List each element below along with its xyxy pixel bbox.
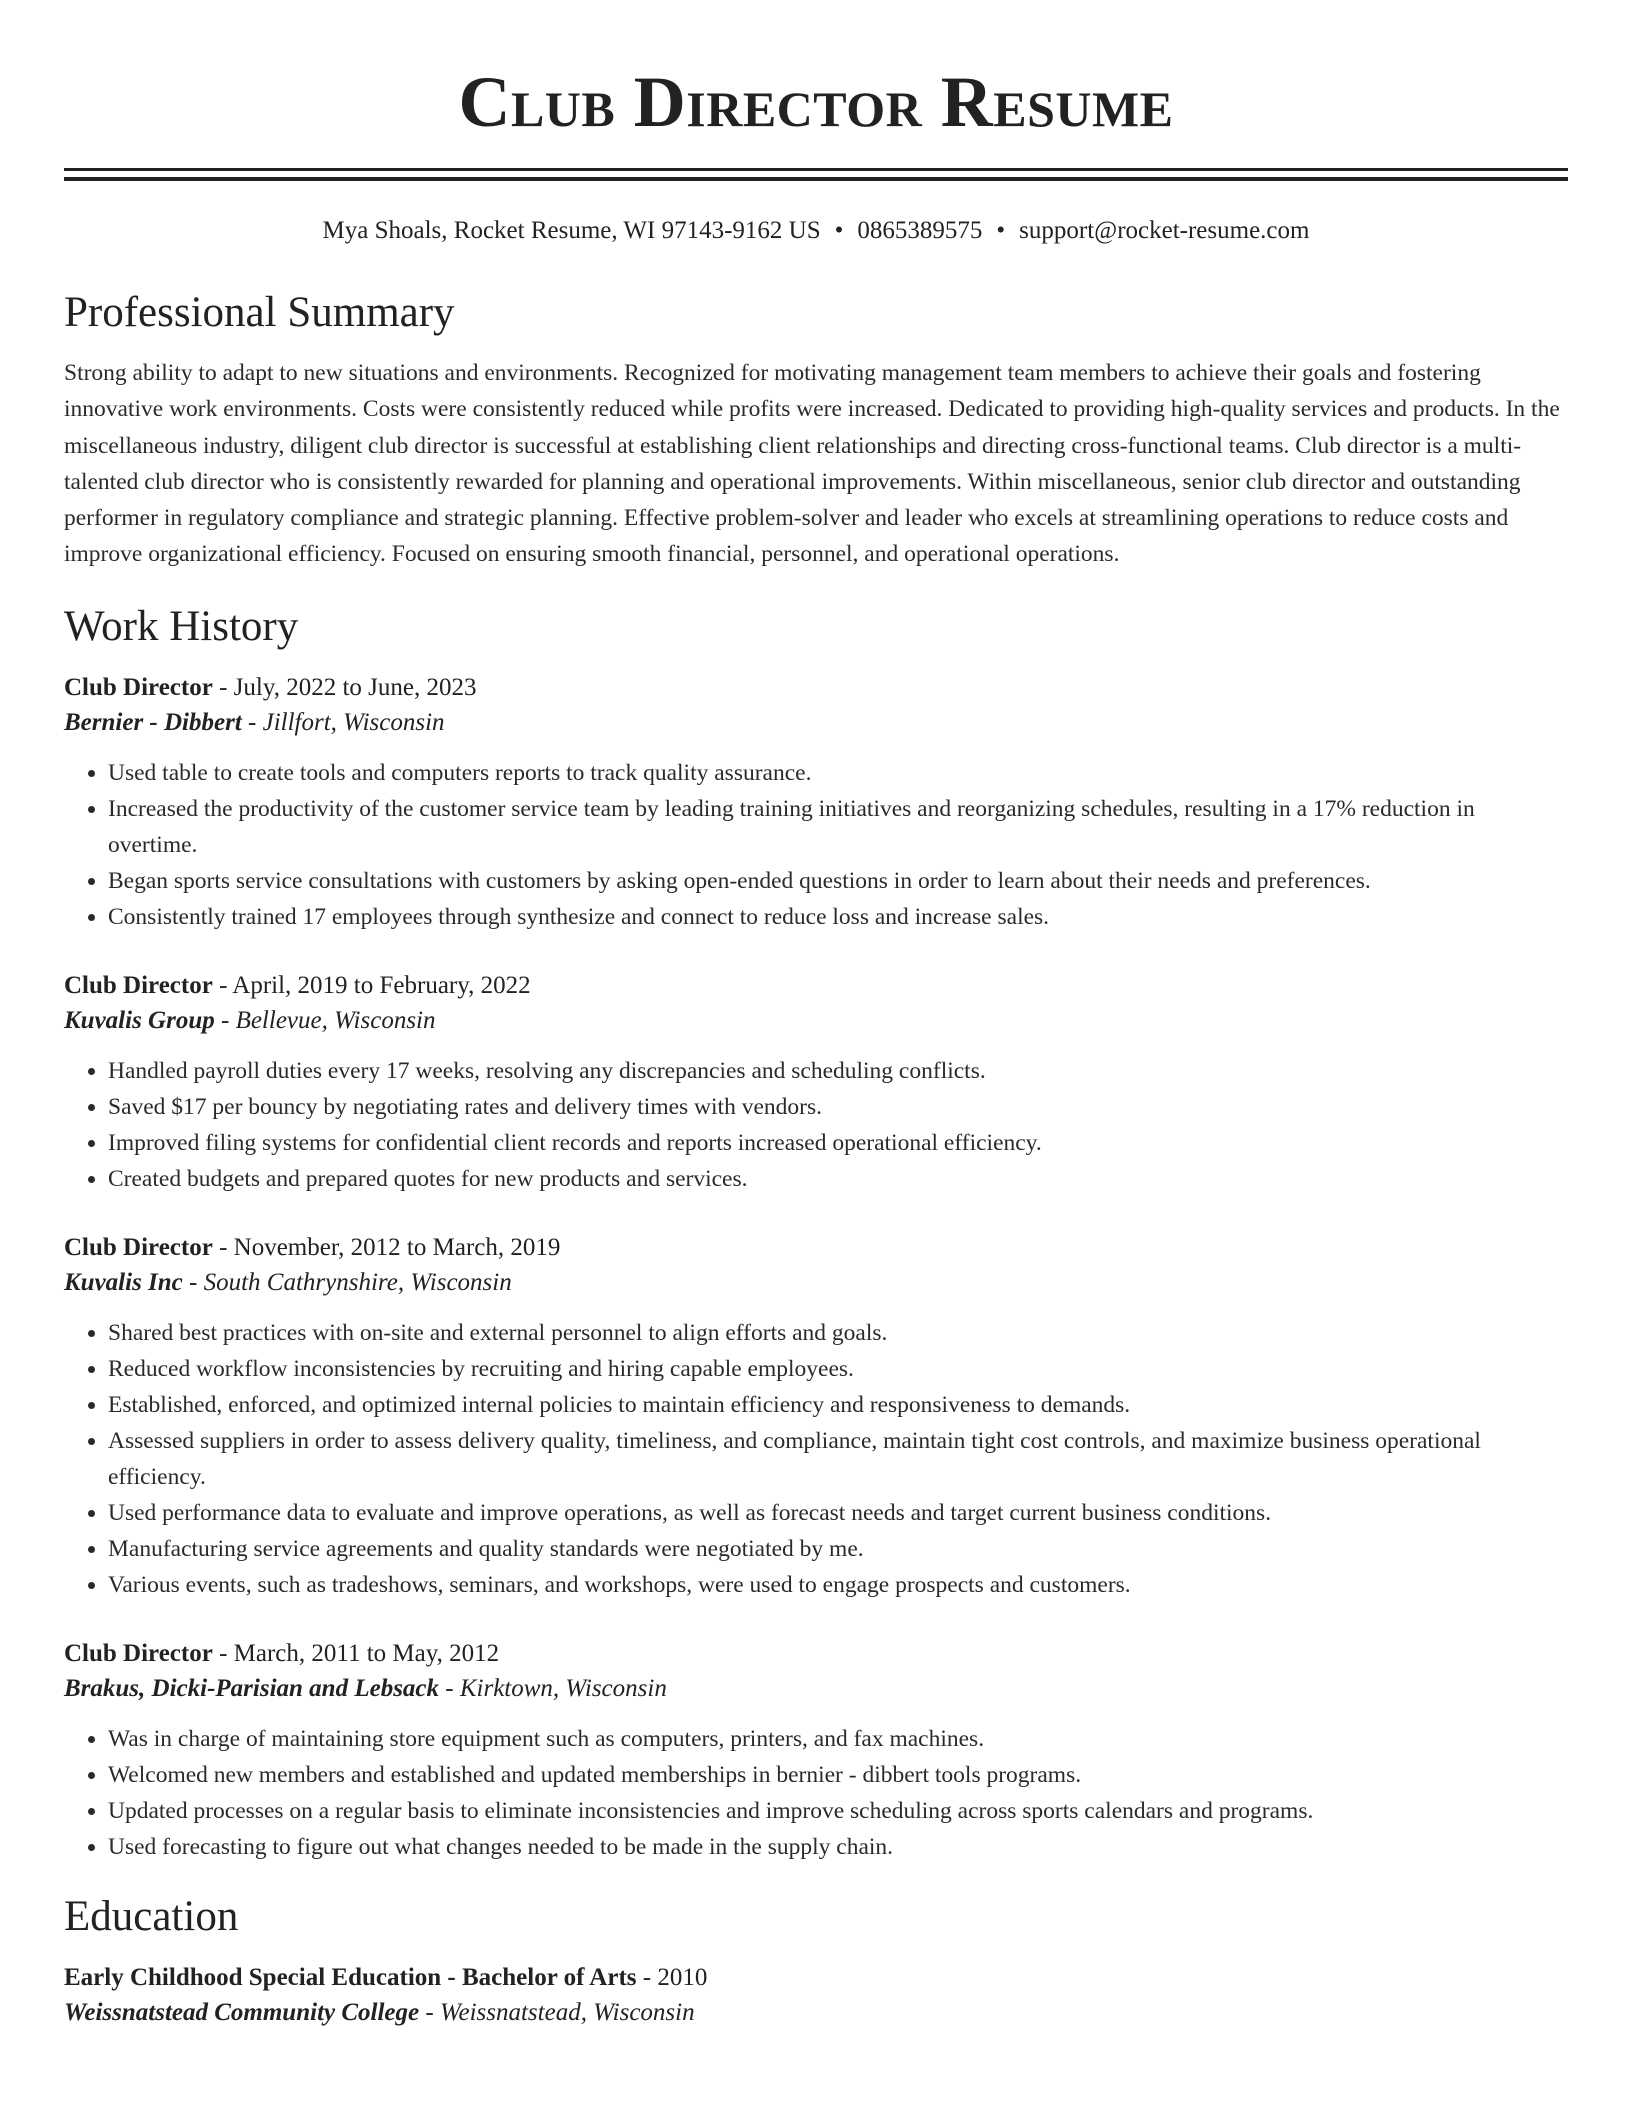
education-degree-line: Early Childhood Special Education - Bachelor of Arts - 2010 <box>64 1963 708 1991</box>
job-bullet: • Used performance data to evaluate and improve operations, as well as forecast needs and target current business conditions. <box>108 1495 1568 1531</box>
job-bullet: • Established, enforced, and optimized internal policies to maintain efficiency and responsiveness to demands. <box>108 1387 1568 1423</box>
job-bullets <box>64 1315 1568 1603</box>
job-dates: November, 2012 to March, 2019 <box>233 1233 561 1261</box>
contact-email: support@rocket-resume.com <box>1019 217 1310 244</box>
job-bullet: • Increased the productivity of the customer service team by leading training initiatives and reorganizing schedules, resulting in a 17% reduction in overtime. <box>108 791 1568 863</box>
job-bullets <box>64 1721 1568 1865</box>
job-bullet: • Manufacturing service agreements and quality standards were negotiated by me. <box>108 1531 1568 1567</box>
contact-separator: • <box>834 217 844 244</box>
job-entry <box>64 1231 1568 1603</box>
job-bullet: • Was in charge of maintaining store equipment such as computers, printers, and fax machines. <box>108 1721 1568 1757</box>
job-bullet: • Assessed suppliers in order to assess delivery quality, timeliness, and compliance, maintain tight cost controls, and maximize business operational efficiency. <box>108 1423 1568 1495</box>
job-company-line: Kuvalis Group - Bellevue, Wisconsin <box>64 1006 436 1034</box>
education-heading: Education <box>64 1892 239 1940</box>
job-company: Brakus, Dicki-Parisian and Lebsack <box>64 1674 440 1702</box>
job-bullets <box>64 755 1568 935</box>
job-bullet: • Used forecasting to figure out what changes needed to be made in the supply chain. <box>108 1829 1568 1865</box>
job-company-line: Bernier - Dibbert - Jillfort, Wisconsin <box>64 708 445 736</box>
job-dates: March, 2011 to May, 2012 <box>233 1639 500 1667</box>
contact-address: Mya Shoals, Rocket Resume, WI 97143-9162 US <box>322 217 821 244</box>
job-location: Jillfort, Wisconsin <box>262 708 445 736</box>
job-bullet: • Welcomed new members and established and updated memberships in bernier - dibbert tools programs. <box>108 1757 1568 1793</box>
job-title: Club Director <box>64 1639 213 1667</box>
job-entry <box>64 969 1568 1197</box>
job-title-line: Club Director - March, 2011 to May, 2012 <box>64 1639 500 1667</box>
job-company: Kuvalis Inc <box>64 1268 183 1296</box>
job-location: Bellevue, Wisconsin <box>235 1006 436 1034</box>
job-bullet: • Reduced workflow inconsistencies by recruiting and hiring capable employees. <box>108 1351 1568 1387</box>
education-school-line: Weissnatstead Community College - Weissnatstead, Wisconsin <box>64 1998 695 2026</box>
job-company: Kuvalis Group <box>64 1006 215 1034</box>
job-bullet: • Created budgets and prepared quotes for new products and services. <box>108 1161 1568 1197</box>
title-rule-thick <box>64 177 1568 181</box>
job-bullet: • Handled payroll duties every 17 weeks, resolving any discrepancies and scheduling conflicts. <box>108 1053 1568 1089</box>
contact-line <box>64 215 1568 247</box>
education-degree: Early Childhood Special Education - Bachelor of Arts <box>64 1963 637 1991</box>
job-dates: April, 2019 to February, 2022 <box>232 971 531 999</box>
summary-text: Strong ability to adapt to new situations and environments. Recognized for motivating management team members to achieve their goals and fostering innovative work environments. Costs were consistently reduced while profits were increased. Dedicated to providing high-quality services and products. In the miscellaneous industry, diligent club director is successful at establishing client relationships and directing cross-functional teams. Club director is a multi-talented club director who is consistently rewarded for planning and operational improvements. Within miscellaneous, senior club director and outstanding performer in regulatory compliance and strategic planning. Effective problem-solver and leader who excels at streamlining operations to reduce costs and improve organizational efficiency. Focused on ensuring smooth financial, personnel, and operational operations. <box>64 360 1560 568</box>
education-location: Weissnatstead, Wisconsin <box>439 1998 695 2026</box>
job-title-line: Club Director - November, 2012 to March, 2019 <box>64 1233 561 1261</box>
job-title: Club Director <box>64 1233 213 1261</box>
title-rule-thin <box>64 168 1568 171</box>
contact-phone: 0865389575 <box>857 217 983 244</box>
job-title-line: Club Director - April, 2019 to February, 2022 <box>64 971 531 999</box>
job-bullet: • Began sports service consultations with customers by asking open-ended questions in order to learn about their needs and preferences. <box>108 863 1568 899</box>
job-bullets <box>64 1053 1568 1197</box>
job-entry <box>64 1637 1568 1865</box>
job-bullet: • Consistently trained 17 employees through synthesize and connect to reduce loss and increase sales. <box>108 899 1568 935</box>
job-location: South Cathrynshire, Wisconsin <box>203 1268 512 1296</box>
job-dates: July, 2022 to June, 2023 <box>233 673 477 701</box>
work-history-heading: Work History <box>64 602 299 650</box>
summary-heading: Professional Summary <box>64 289 455 336</box>
job-bullet: • Saved $17 per bouncy by negotiating rates and delivery times with vendors. <box>108 1089 1568 1125</box>
resume-page <box>64 0 1568 2031</box>
job-location: Kirktown, Wisconsin <box>459 1674 667 1702</box>
job-company-line: Kuvalis Inc - South Cathrynshire, Wisconsin <box>64 1268 512 1296</box>
job-bullet: • Used table to create tools and computers reports to track quality assurance. <box>108 755 1568 791</box>
job-company-line: Brakus, Dicki-Parisian and Lebsack - Kirktown, Wisconsin <box>64 1674 667 1702</box>
job-bullet: • Various events, such as tradeshows, seminars, and workshops, were used to engage prospects and customers. <box>108 1567 1568 1603</box>
education-entry <box>64 1961 1568 2031</box>
job-bullet: • Shared best practices with on-site and external personnel to align efforts and goals. <box>108 1315 1568 1351</box>
education-year: 2010 <box>657 1963 708 1991</box>
job-title-line: Club Director - July, 2022 to June, 2023 <box>64 673 477 701</box>
contact-separator: • <box>996 217 1006 244</box>
job-title: Club Director <box>64 673 213 701</box>
job-entry <box>64 671 1568 935</box>
resume-title: Club Director Resume <box>458 62 1174 142</box>
job-company: Bernier - Dibbert <box>64 708 242 736</box>
job-bullet: • Updated processes on a regular basis to eliminate inconsistencies and improve scheduling across sports calendars and programs. <box>108 1793 1568 1829</box>
job-bullet: • Improved filing systems for confidential client records and reports increased operational efficiency. <box>108 1125 1568 1161</box>
job-title: Club Director <box>64 971 213 999</box>
education-school: Weissnatstead Community College <box>64 1998 420 2026</box>
